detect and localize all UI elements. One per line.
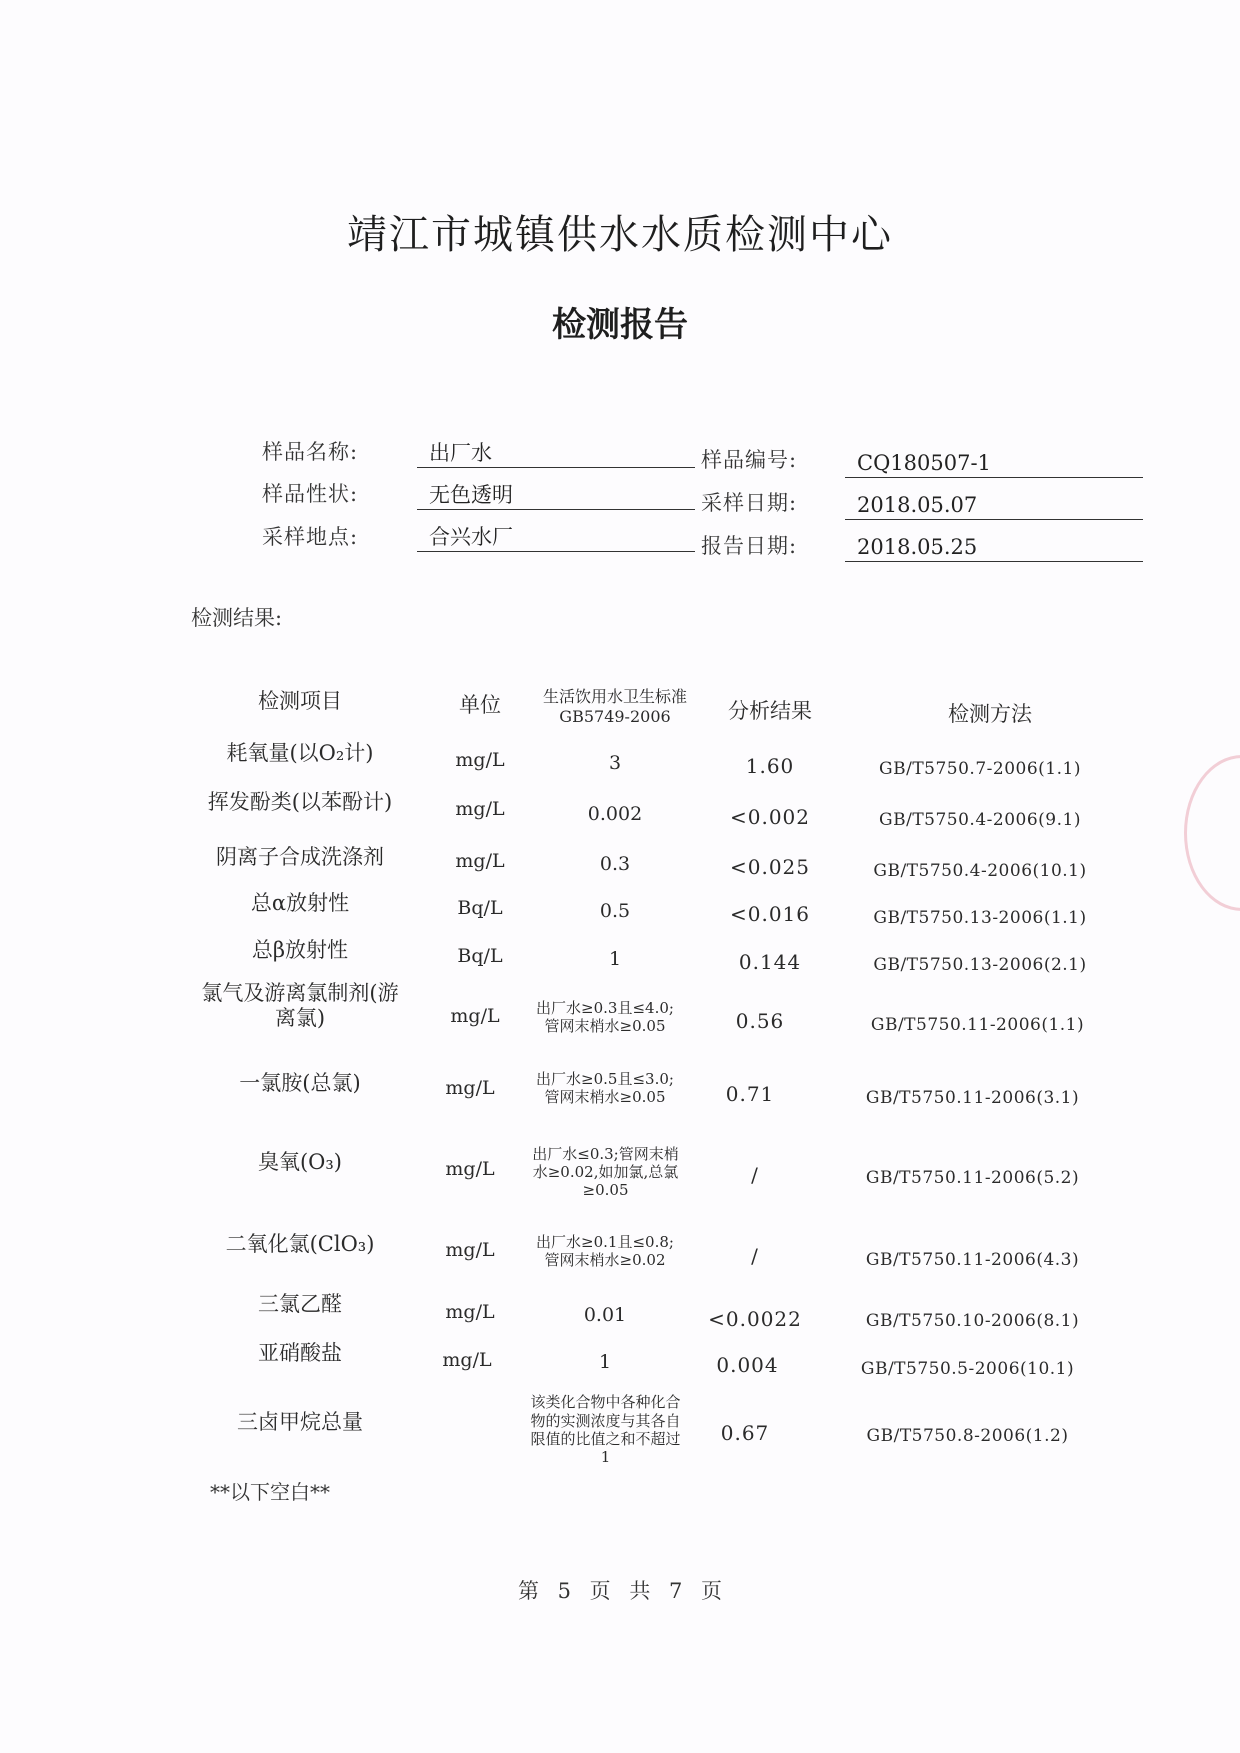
sample-name-label: 样品名称: [262, 440, 359, 464]
row-item: 氯气及游离氯制剂(游离氯) [201, 980, 399, 1030]
sample-name-value: 出厂水 [417, 440, 695, 468]
row-result: / [751, 1163, 759, 1187]
row-result: <0.002 [729, 805, 810, 829]
sample-place-label: 采样地点: [262, 525, 359, 549]
blank-note: **以下空白** [210, 1480, 330, 1504]
row-unit: mg/L [450, 1004, 500, 1027]
org-title: 靖江市城镇供水水质检测中心 [347, 212, 893, 258]
row-standard: 0.01 [583, 1303, 627, 1326]
row-method: GB/T5750.10-2006(8.1) [865, 1310, 1080, 1331]
report-date-value: 2018.05.25 [845, 534, 1143, 562]
row-result: 0.144 [738, 950, 802, 974]
row-unit: mg/L [445, 1076, 495, 1099]
sample-date-value: 2018.05.07 [845, 492, 1143, 520]
header-method: 检测方法 [948, 702, 1032, 727]
report-title: 检测报告 [552, 305, 688, 345]
row-result: / [751, 1244, 759, 1268]
row-item: 亚硝酸盐 [258, 1341, 342, 1366]
row-item: 总α放射性 [250, 891, 350, 916]
row-unit: mg/L [455, 748, 505, 771]
row-method: GB/T5750.7-2006(1.1) [879, 758, 1081, 779]
row-result: 1.60 [745, 754, 795, 778]
row-unit: mg/L [445, 1157, 495, 1180]
header-result: 分析结果 [728, 699, 812, 724]
row-unit: mg/L [445, 1300, 495, 1323]
row-standard: 0.3 [599, 852, 631, 875]
header-standard: 生活饮用水卫生标准GB5749-2006 [542, 687, 687, 726]
row-standard: 该类化合物中各种化合物的实测浓度与其各自限值的比值之和不超过1 [530, 1393, 681, 1467]
row-item: 阴离子合成洗涤剂 [216, 845, 384, 870]
row-unit: mg/L [455, 849, 505, 872]
row-unit: mg/L [445, 1238, 495, 1261]
row-standard: 1 [598, 1350, 612, 1373]
row-item: 三氯乙醛 [258, 1292, 342, 1317]
row-method: GB/T5750.4-2006(9.1) [879, 809, 1081, 830]
report-date-label: 报告日期: [701, 534, 798, 558]
page-footer: 第 5 页 共 7 页 [517, 1579, 723, 1603]
row-method: GB/T5750.11-2006(4.3) [865, 1249, 1080, 1270]
row-item: 总β放射性 [251, 938, 349, 963]
row-result: 0.56 [735, 1009, 785, 1033]
row-item: 耗氧量(以O₂计) [226, 741, 374, 766]
row-result: 0.71 [725, 1082, 775, 1106]
row-item: 二氧化氯(ClO₃) [225, 1232, 375, 1257]
row-method: GB/T5750.13-2006(1.1) [873, 907, 1087, 928]
row-standard: 出厂水≤0.3;管网末梢水≥0.02,如加氯,总氯≥0.05 [532, 1144, 679, 1200]
row-item: 三卤甲烷总量 [237, 1410, 363, 1435]
row-unit: Bq/L [457, 944, 503, 967]
header-item: 检测项目 [258, 689, 342, 714]
row-standard: 3 [608, 751, 622, 774]
row-result: <0.025 [729, 855, 810, 879]
header-unit: 单位 [459, 693, 501, 718]
row-unit: mg/L [442, 1348, 492, 1371]
row-method: GB/T5750.11-2006(5.2) [865, 1167, 1080, 1188]
sample-state-value: 无色透明 [417, 482, 695, 510]
row-unit: Bq/L [457, 896, 503, 919]
sample-code-value: CQ180507-1 [845, 450, 1143, 478]
row-item: 挥发酚类(以苯酚计) [207, 790, 393, 815]
sample-state-label: 样品性状: [262, 482, 359, 506]
row-method: GB/T5750.11-2006(1.1) [870, 1014, 1085, 1035]
row-method: GB/T5750.11-2006(3.1) [865, 1087, 1080, 1108]
row-standard: 0.5 [599, 899, 631, 922]
row-result: <0.0022 [708, 1307, 802, 1331]
row-result: <0.016 [729, 902, 810, 926]
row-unit [430, 1408, 510, 1448]
row-standard: 出厂水≥0.1且≤0.8;管网末梢水≥0.02 [536, 1232, 674, 1269]
stamp-edge-icon [1184, 755, 1240, 911]
sample-code-label: 样品编号: [701, 448, 798, 472]
row-standard: 出厂水≥0.5且≤3.0;管网末梢水≥0.05 [536, 1069, 674, 1106]
row-method: GB/T5750.13-2006(2.1) [873, 954, 1087, 975]
sample-date-label: 采样日期: [701, 491, 798, 515]
row-unit: mg/L [455, 797, 505, 820]
row-standard: 出厂水≥0.3且≤4.0;管网末梢水≥0.05 [536, 998, 674, 1035]
row-method: GB/T5750.4-2006(10.1) [873, 860, 1087, 881]
results-label: 检测结果: [191, 606, 283, 630]
row-result: 0.67 [720, 1421, 770, 1445]
row-method: GB/T5750.5-2006(10.1) [860, 1358, 1075, 1379]
row-standard: 0.002 [587, 802, 643, 825]
row-item: 臭氧(O₃) [257, 1150, 343, 1175]
row-item: 一氯胺(总氯) [239, 1071, 361, 1096]
row-standard: 1 [608, 947, 622, 970]
row-method: GB/T5750.8-2006(1.2) [866, 1425, 1069, 1446]
sample-place-value: 合兴水厂 [417, 524, 695, 552]
row-result: 0.004 [716, 1353, 779, 1377]
